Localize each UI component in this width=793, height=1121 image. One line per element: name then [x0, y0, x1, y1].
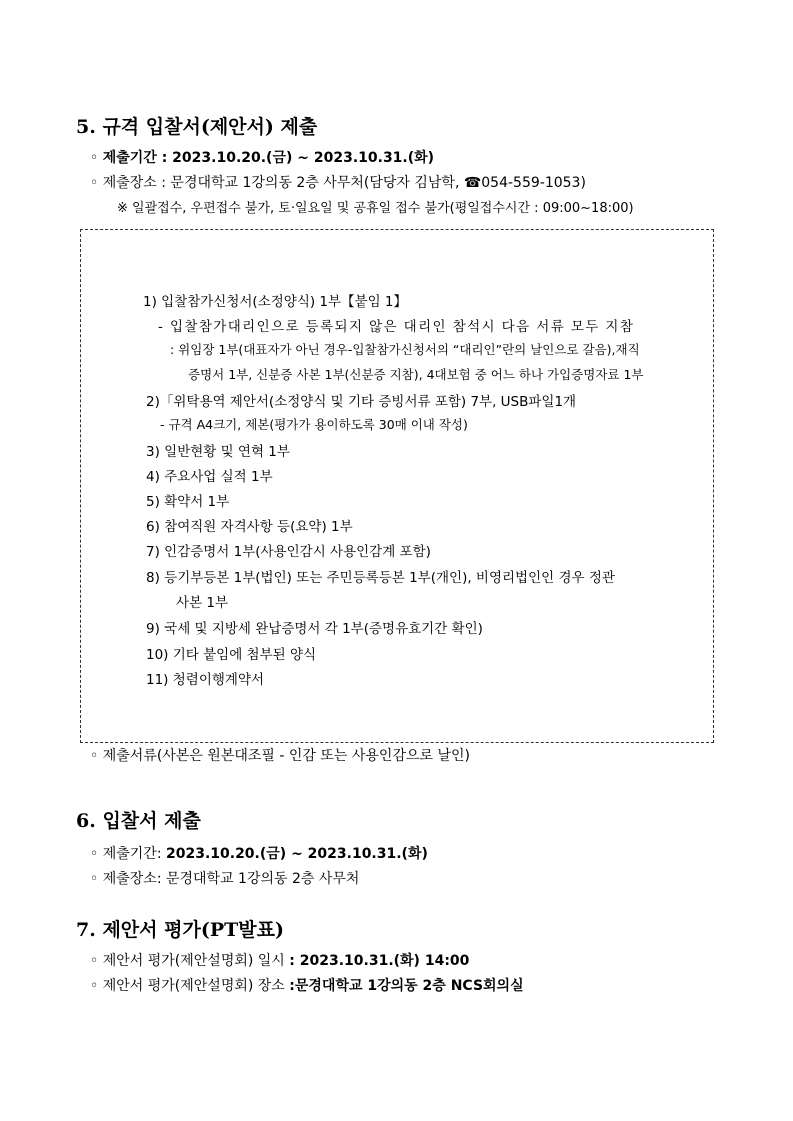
s5-footer-text: 제출서류(사본은 원본대조필 - 인감 또는 사용인감으로 날인) [102, 748, 470, 764]
s5-note: ※ 일괄접수, 우편접수 불가, 토·일요일 및 공휴일 접수 불가(평일접수시간 : 09:00~18:00) [117, 201, 634, 216]
s7-datetime-label: 제안서 평가(제안설명회) 일시 [102, 953, 290, 969]
bullet: ◦ [90, 871, 99, 887]
bullet: ◦ [90, 953, 99, 969]
s5-place-text: 제출장소 : 문경대학교 1강의동 2층 사무처(담당자 김남학, ☎054-559-1053) [102, 175, 586, 191]
doc-item-1b: : 위임장 1부(대표자가 아닌 경우-입찰참가신청서의 “대리인”란의 날인으로 갈음),재직 [170, 342, 640, 357]
s6-place-line [90, 868, 359, 888]
doc-item-1a: - 입찰참가대리인으로 등록되지 않은 대리인 참석시 다음 서류 모두 지참 [158, 319, 635, 335]
s7-datetime-value: : 2023.10.31.(화) 14:00 [289, 953, 470, 969]
doc-item-3: 3) 일반현황 및 연혁 1부 [146, 444, 290, 460]
section-7-title: 7. 제안서 평가(PT발표) [76, 919, 284, 941]
s7-place-line [90, 975, 524, 995]
doc-item-2: 2)「위탁용역 제안서(소정양식 및 기타 증빙서류 포함) 7부, USB파일1개 [146, 394, 577, 410]
s6-period-value: 2023.10.20.(금) ~ 2023.10.31.(화) [165, 846, 428, 862]
bullet: ◦ [90, 748, 99, 764]
doc-item-8: 8) 등기부등본 1부(법인) 또는 주민등록등본 1부(개인), 비영리법인인 경우 정관 [146, 570, 615, 586]
s6-period-line [90, 843, 428, 863]
s6-place-text: 제출장소: 문경대학교 1강의동 2층 사무처 [102, 871, 360, 887]
doc-item-1: 1) 입찰참가신청서(소정양식) 1부【붙임 1】 [143, 294, 408, 310]
section-6-title: 6. 입찰서 제출 [76, 810, 201, 832]
bullet: ◦ [90, 846, 99, 862]
s5-period-label: 제출기간 : [102, 150, 173, 166]
s5-period-line [90, 147, 434, 167]
doc-item-2a: - 규격 A4크기, 제본(평가가 용이하도록 30매 이내 작성) [160, 417, 468, 432]
doc-item-5: 5) 확약서 1부 [146, 494, 230, 510]
doc-item-4: 4) 주요사업 실적 1부 [146, 469, 273, 485]
doc-item-8a: 사본 1부 [176, 595, 229, 611]
doc-item-6: 6) 참여직원 자격사항 등(요약) 1부 [146, 519, 353, 535]
s5-period-value: 2023.10.20.(금) ~ 2023.10.31.(화) [172, 150, 435, 166]
s5-place-line [90, 172, 586, 192]
section-5-title: 5. 규격 입찰서(제안서) 제출 [76, 116, 318, 138]
bullet: ◦ [90, 978, 99, 994]
doc-item-11: 11) 청렴이행계약서 [146, 672, 265, 688]
doc-item-9: 9) 국세 및 지방세 완납증명서 각 1부(증명유효기간 확인) [146, 621, 483, 637]
bullet: ◦ [90, 150, 99, 166]
doc-item-7: 7) 인감증명서 1부(사용인감시 사용인감계 포함) [146, 544, 431, 560]
s6-period-label: 제출기간: [102, 846, 166, 862]
s5-footer-line [90, 745, 470, 765]
s7-datetime-line [90, 950, 469, 970]
doc-item-1c: 증명서 1부, 신분증 사본 1부(신분증 지참), 4대보험 중 어느 하나 가입증명자료 1부 [188, 367, 644, 382]
s7-place-value: :문경대학교 1강의동 2층 NCS회의실 [289, 978, 524, 994]
s7-place-label: 제안서 평가(제안설명회) 장소 [102, 978, 290, 994]
bullet: ◦ [90, 175, 99, 191]
doc-item-10: 10) 기타 붙임에 첨부된 양식 [146, 647, 317, 663]
